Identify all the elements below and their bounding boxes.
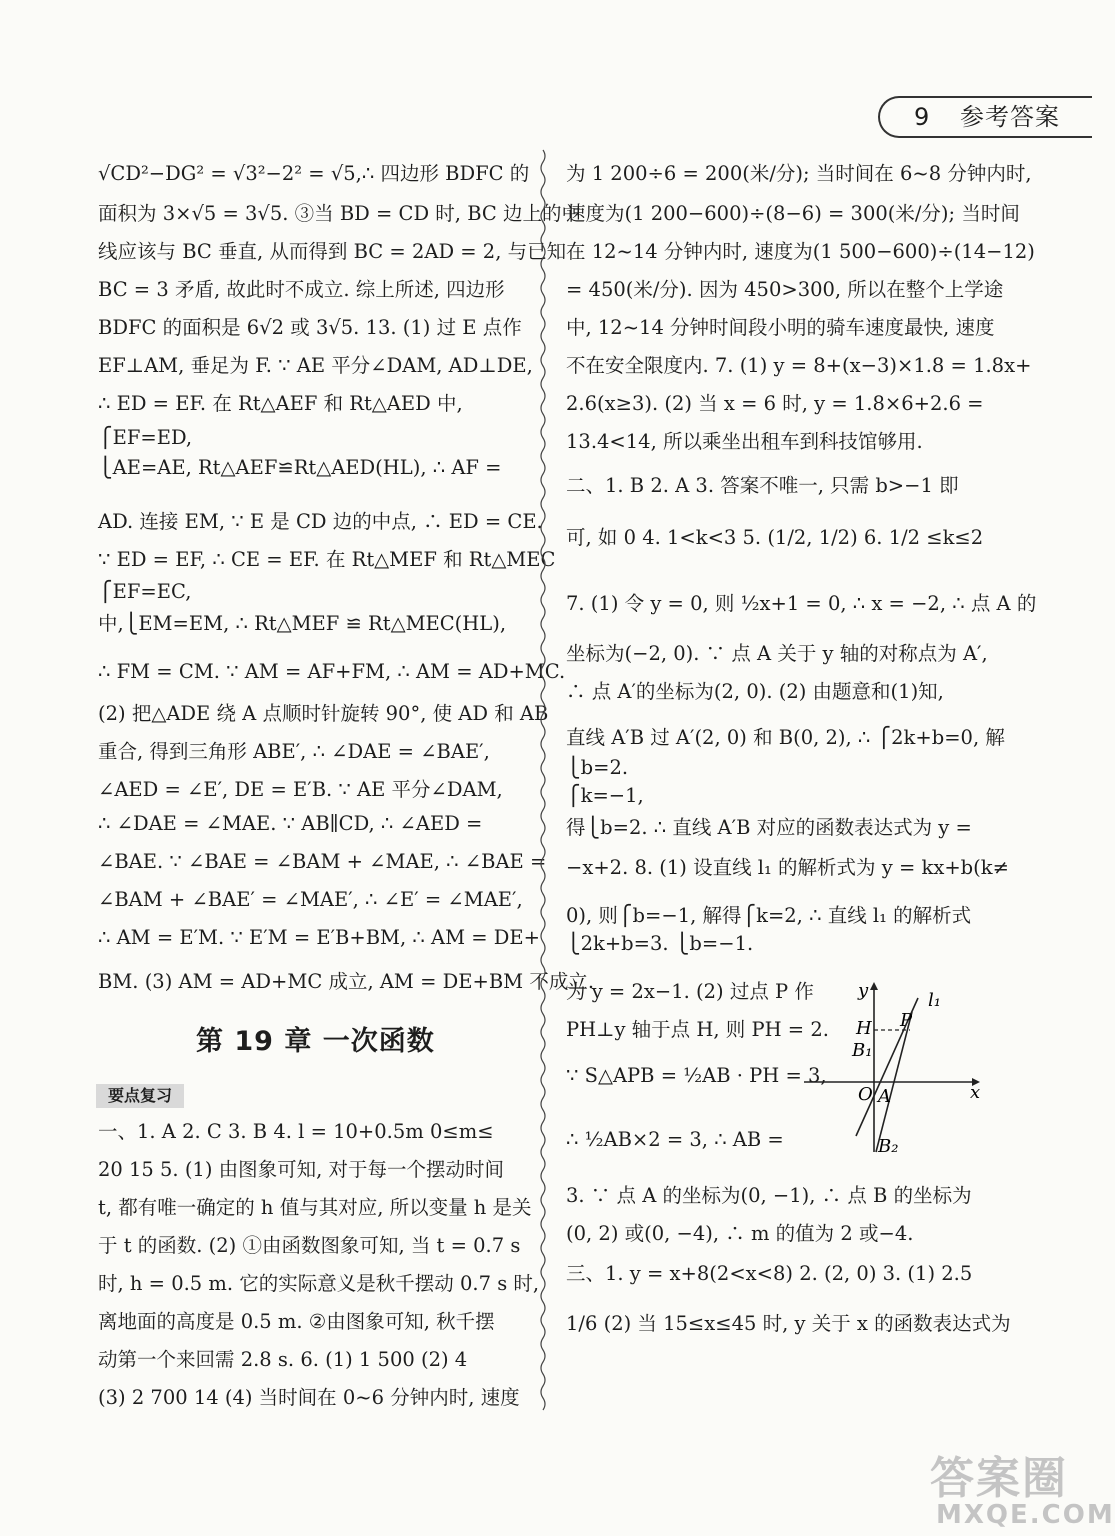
label-b2: B₂ — [878, 1136, 899, 1157]
text-line: t, 都有唯一确定的 h 值与其对应, 所以变量 h 是关 — [98, 1196, 532, 1219]
text-line: 直线 A′B 过 A′(2, 0) 和 B(0, 2), ∴ ⎧2k+b=0, 解 — [566, 726, 1005, 749]
text-line: 坐标为(−2, 0). ∵ 点 A 关于 y 轴的对称点为 A′, — [566, 642, 988, 665]
text-line: EF⊥AM, 垂足为 F. ∵ AE 平分∠DAM, AD⊥DE, — [98, 354, 533, 377]
text-line: BC = 3 矛盾, 故此时不成立. 综上所述, 四边形 — [98, 278, 505, 301]
text-line: 面积为 3×√5 = 3√5. ③当 BD = CD 时, BC 边上的中 — [98, 202, 582, 225]
text-line: ∴ ½AB×2 = 3, ∴ AB = — [566, 1128, 784, 1151]
text-line: PH⊥y 轴于点 H, 则 PH = 2. — [566, 1018, 829, 1041]
text-line: 3. ∵ 点 A 的坐标为(0, −1), ∴ 点 B 的坐标为 — [566, 1184, 972, 1207]
text-line: ∴ FM = CM. ∵ AM = AF+FM, ∴ AM = AD+MC. — [98, 660, 566, 683]
text-line: ∠AED = ∠E′, DE = E′B. ∵ AE 平分∠DAM, — [98, 778, 503, 801]
text-line: 不在安全限度内. 7. (1) y = 8+(x−3)×1.8 = 1.8x+ — [566, 354, 1032, 377]
text-line: 2.6(x≥3). (2) 当 x = 6 时, y = 1.8×6+2.6 = — [566, 392, 984, 415]
watermark-url: MXQE.COM — [936, 1500, 1115, 1530]
text-line: 可, 如 0 4. 1<k<3 5. (1/2, 1/2) 6. 1/2 ≤k≤2 — [566, 526, 984, 549]
text-line: BDFC 的面积是 6√2 或 3√5. 13. (1) 过 E 点作 — [98, 316, 522, 339]
label-y: y — [858, 980, 869, 1001]
watermark-logo: 答案圈 — [930, 1453, 1068, 1504]
text-line: ∴ ED = EF. 在 Rt△AEF 和 Rt△AED 中, — [98, 392, 463, 415]
text-line: 在 12~14 分钟内时, 速度为(1 500−600)÷(14−12) — [566, 240, 1035, 263]
section-tag: 要点复习 — [96, 1084, 184, 1108]
chapter-title: 第 19 章 一次函数 — [196, 1026, 435, 1057]
header-title: 参考答案 — [960, 103, 1060, 131]
column-divider — [538, 150, 548, 1420]
text-line: 一、1. A 2. C 3. B 4. l = 10+0.5m 0≤m≤ — [98, 1120, 494, 1143]
text-line: (3) 2 700 14 (4) 当时间在 0~6 分钟内时, 速度 — [98, 1386, 520, 1409]
label-a: A — [878, 1086, 891, 1107]
label-b1: B₁ — [852, 1040, 873, 1061]
text-line: ⎧EF=ED, — [98, 426, 193, 449]
text-line: ⎩2k+b=3. ⎩b=−1. — [566, 932, 754, 955]
text-line: = 450(米/分). 因为 450>300, 所以在整个上学途 — [566, 278, 1004, 301]
page-number: 9 — [914, 103, 930, 131]
text-line: 时, h = 0.5 m. 它的实际意义是秋千摆动 0.7 s 时, — [98, 1272, 540, 1295]
text-line: 中, 12~14 分钟时间段小明的骑车速度最快, 速度 — [566, 316, 995, 339]
label-l1: l₁ — [928, 990, 941, 1011]
text-line: ⎧k=−1, — [566, 784, 644, 807]
label-h: H — [856, 1018, 872, 1039]
label-p: P — [900, 1010, 913, 1031]
text-line: ⎩AE=AE, Rt△AEF≌Rt△AED(HL), ∴ AF = — [98, 456, 502, 479]
coordinate-graph — [800, 976, 986, 1156]
text-line: 得⎩b=2. ∴ 直线 A′B 对应的函数表达式为 y = — [566, 816, 972, 839]
text-line: 为 y = 2x−1. (2) 过点 P 作 — [566, 980, 814, 1003]
text-line: 0), 则⎧b=−1, 解得⎧k=2, ∴ 直线 l₁ 的解析式 — [566, 904, 972, 927]
text-line: 三、1. y = x+8(2<x<8) 2. (2, 0) 3. (1) 2.5 — [566, 1262, 973, 1285]
text-line: AD. 连接 EM, ∵ E 是 CD 边的中点, ∴ ED = CE. — [98, 510, 543, 533]
text-line: −x+2. 8. (1) 设直线 l₁ 的解析式为 y = kx+b(k≠ — [566, 856, 1009, 879]
text-line: 7. (1) 令 y = 0, 则 ½x+1 = 0, ∴ x = −2, ∴ 点 A 的 — [566, 592, 1037, 615]
text-line: 重合, 得到三角形 ABE′, ∴ ∠DAE = ∠BAE′, — [98, 740, 490, 763]
y-axis-arrow — [870, 982, 878, 990]
label-x: x — [970, 1082, 981, 1103]
text-line: 20 15 5. (1) 由图象可知, 对于每一个摆动时间 — [98, 1158, 505, 1181]
text-line: ∵ S△APB = ½AB · PH = 3, — [566, 1064, 827, 1087]
text-line: 速度为(1 200−600)÷(8−6) = 300(米/分); 当时间 — [566, 202, 1020, 225]
text-line: ∴ 点 A′的坐标为(2, 0). (2) 由题意和(1)知, — [566, 680, 944, 703]
text-line: 13.4<14, 所以乘坐出租车到科技馆够用. — [566, 430, 923, 453]
text-line: ⎧EF=EC, — [98, 580, 192, 603]
text-line: ∴ ∠DAE = ∠MAE. ∵ AB∥CD, ∴ ∠AED = — [98, 812, 483, 835]
text-line: 动第一个来回需 2.8 s. 6. (1) 1 500 (2) 4 — [98, 1348, 468, 1371]
text-line: 离地面的高度是 0.5 m. ②由图象可知, 秋千摆 — [98, 1310, 495, 1333]
text-line: 中,⎩EM=EM, ∴ Rt△MEF ≌ Rt△MEC(HL), — [98, 612, 507, 635]
text-line: (2) 把△ADE 绕 A 点顺时针旋转 90°, 使 AD 和 AB — [98, 702, 549, 725]
watermark — [930, 1438, 1115, 1536]
text-line: (0, 2) 或(0, −4), ∴ m 的值为 2 或−4. — [566, 1222, 914, 1245]
text-line: ∵ ED = EF, ∴ CE = EF. 在 Rt△MEF 和 Rt△MEC — [98, 548, 556, 571]
text-line: 二、1. B 2. A 3. 答案不唯一, 只需 b>−1 即 — [566, 474, 959, 497]
text-line: BM. (3) AM = AD+MC 成立, AM = DE+BM 不成立. — [98, 970, 595, 993]
text-line: 为 1 200÷6 = 200(米/分); 当时间在 6~8 分钟内时, — [566, 162, 1032, 185]
text-line: √CD²−DG² = √3²−2² = √5,∴ 四边形 BDFC 的 — [98, 162, 530, 185]
page-header — [878, 96, 1092, 138]
text-line: ⎩b=2. — [566, 756, 629, 779]
label-o: O — [858, 1084, 873, 1105]
text-line: ∴ AM = E′M. ∵ E′M = E′B+BM, ∴ AM = DE+ — [98, 926, 541, 949]
text-line: 1/6 (2) 当 15≤x≤45 时, y 关于 x 的函数表达式为 — [566, 1312, 1011, 1335]
text-line: ∠BAM + ∠BAE′ = ∠MAE′, ∴ ∠E′ = ∠MAE′, — [98, 888, 523, 911]
text-line: 于 t 的函数. (2) ①由函数图象可知, 当 t = 0.7 s — [98, 1234, 521, 1257]
text-line: 线应该与 BC 垂直, 从而得到 BC = 2AD = 2, 与已知 — [98, 240, 567, 263]
text-line: ∠BAE. ∵ ∠BAE = ∠BAM + ∠MAE, ∴ ∠BAE = — [98, 850, 547, 873]
